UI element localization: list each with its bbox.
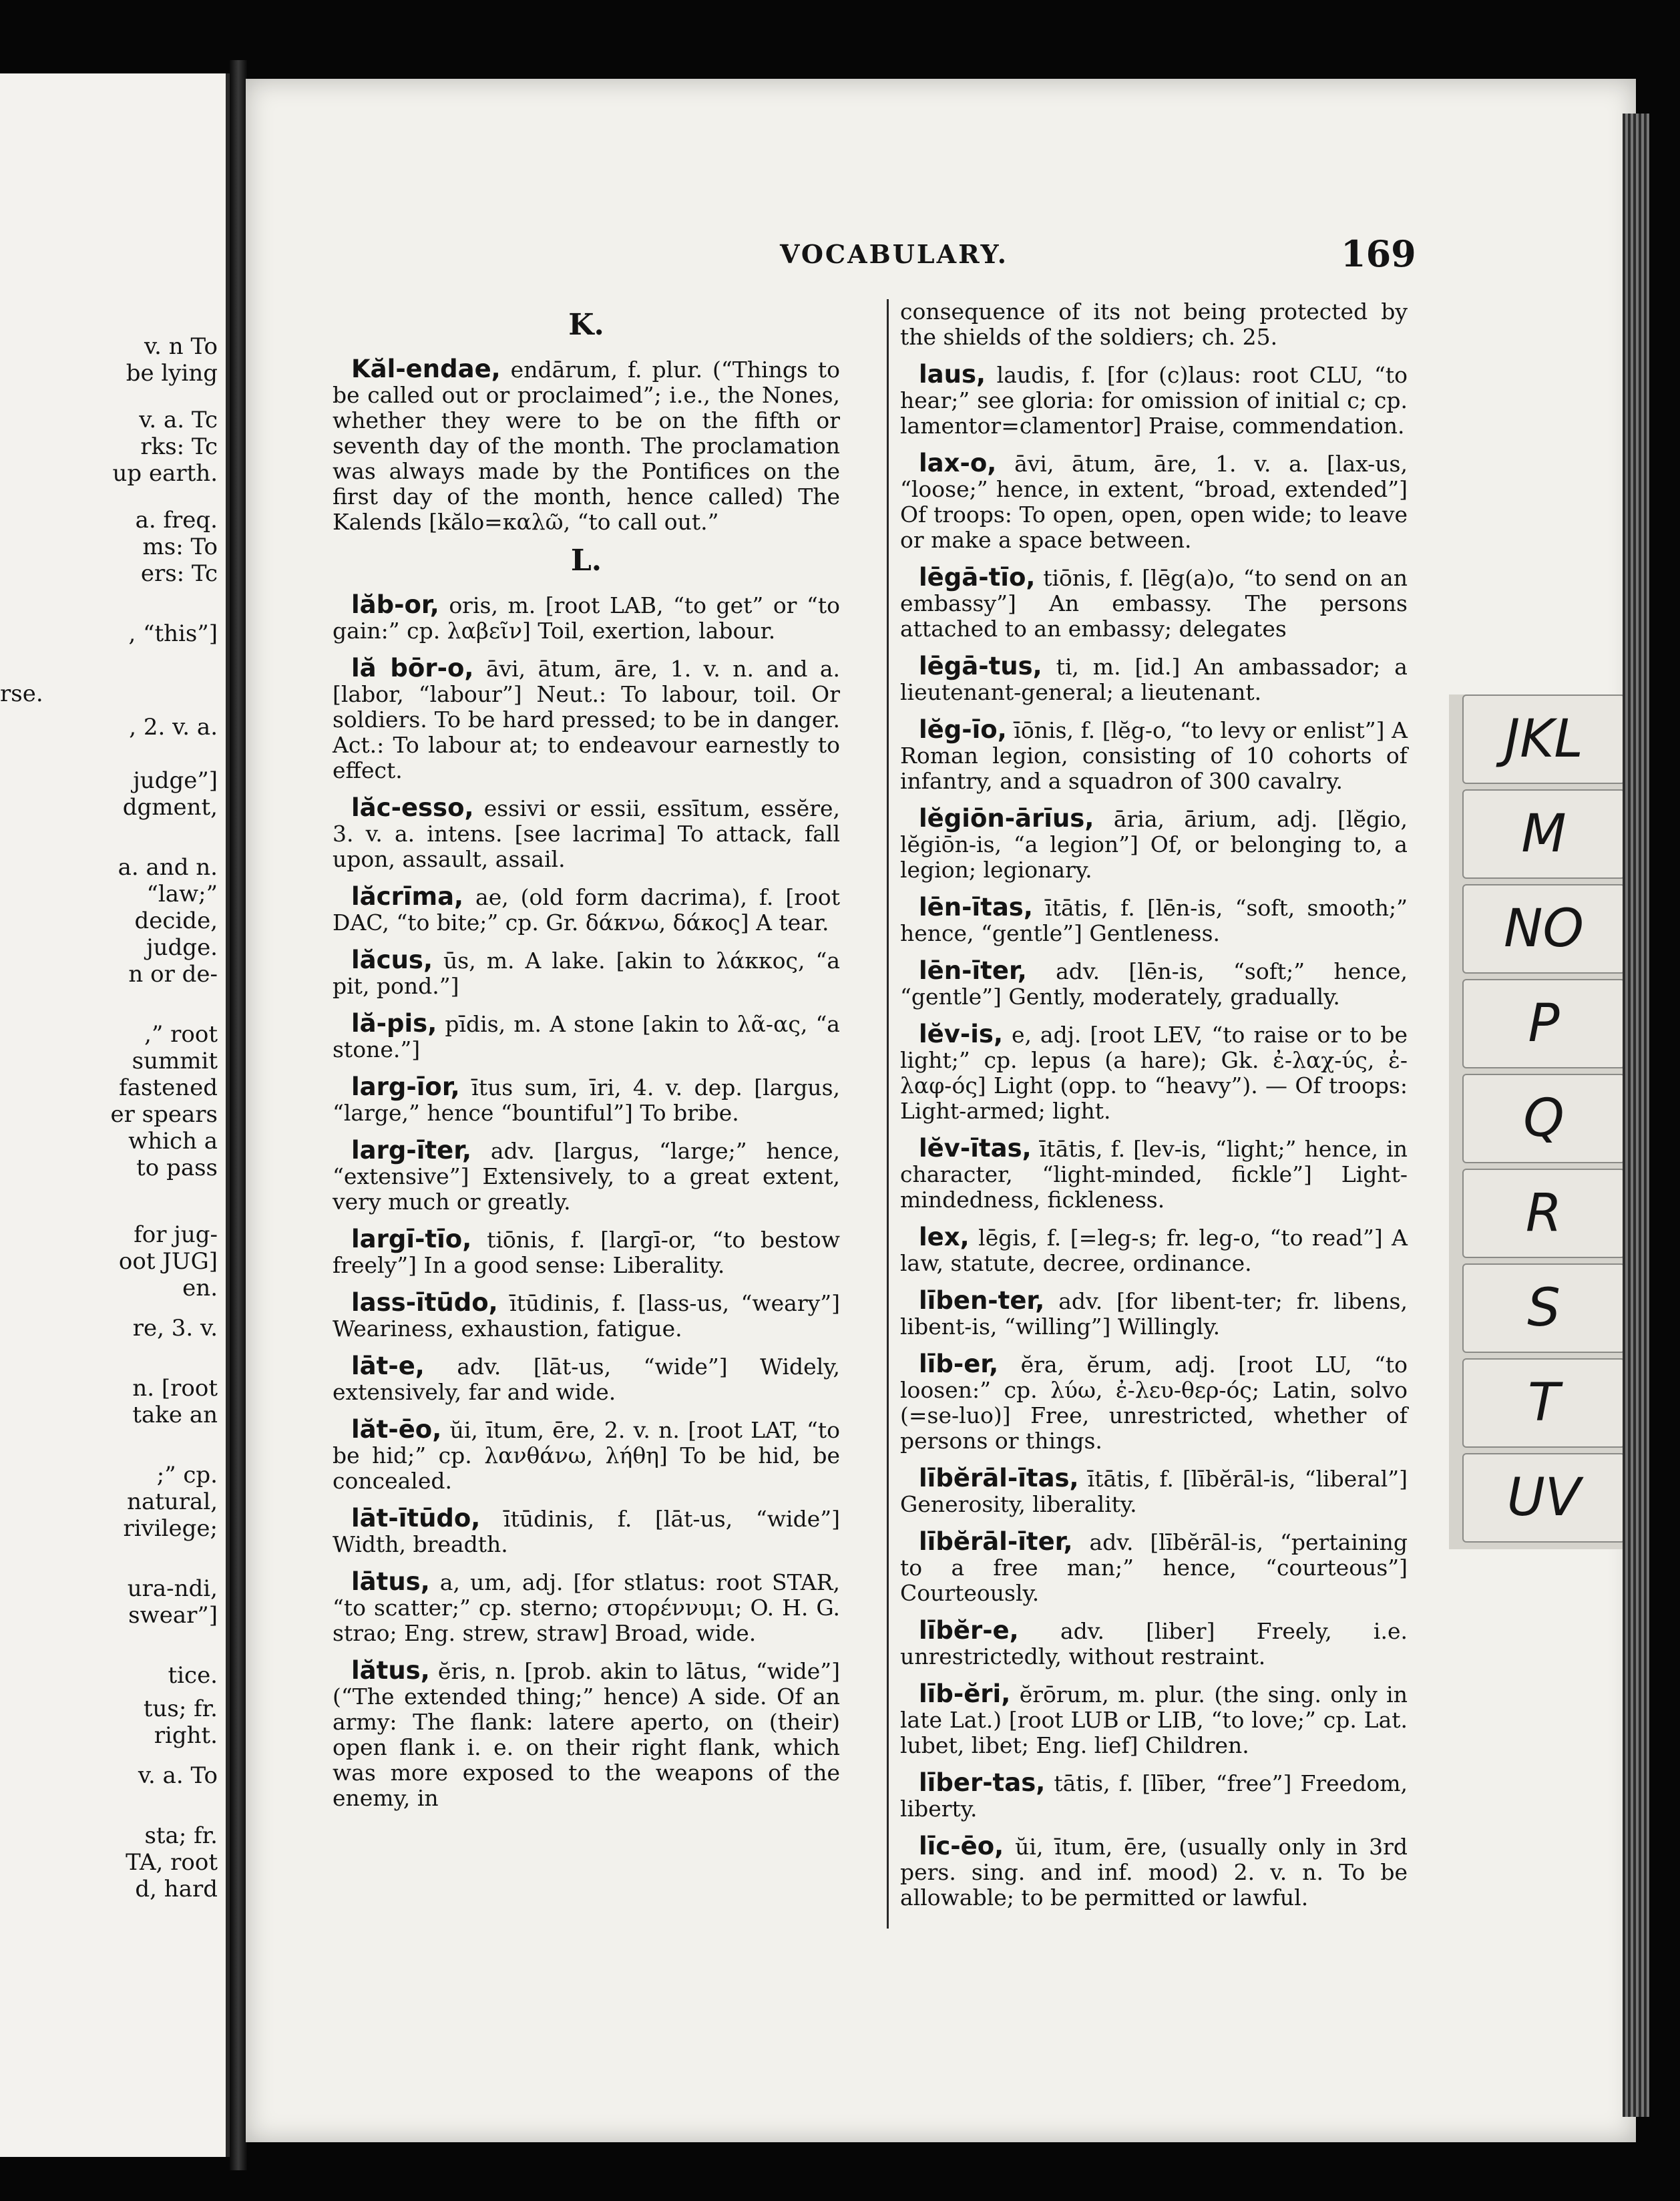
left-page-line: tus; fr. (143, 1695, 218, 1722)
left-page-line: ura-ndi, (127, 1575, 218, 1602)
headword: lax-o, (919, 449, 997, 477)
headword: lăcus, (351, 946, 433, 974)
headword: lex, (919, 1223, 970, 1251)
entry-continuation: consequence of its not being protected by the shields of the soldiers; ch. 25. (900, 298, 1408, 350)
dictionary-entry (900, 654, 1408, 705)
headword: laus, (919, 360, 986, 389)
dictionary-entry (900, 1466, 1408, 1517)
left-page-line: up earth. (112, 460, 218, 487)
definition: ītātis, f. [lībĕrāl-is, “liberal”] Generosity, liberality. (900, 1466, 1408, 1517)
left-page-line: ,” root (144, 1021, 218, 1048)
headword: lĕv-ītas, (919, 1134, 1032, 1163)
dictionary-entry (900, 1352, 1408, 1454)
headword: lĕg-īo, (919, 715, 1007, 744)
dictionary-entry (333, 656, 840, 783)
left-page-line: sta; fr. (144, 1822, 218, 1849)
right-entry-list (900, 362, 1408, 1911)
headword: līb-er, (919, 1350, 999, 1378)
dictionary-entry (333, 1658, 840, 1811)
dictionary-entry (333, 1417, 840, 1494)
left-page-line: v. a. Tc (139, 407, 218, 433)
headword: largī-tīo, (351, 1225, 472, 1253)
thumb-tab-m[interactable]: M (1462, 789, 1625, 879)
headword: līben-ter, (919, 1286, 1045, 1315)
dictionary-entry (900, 1022, 1408, 1124)
page-number: 169 (1341, 232, 1416, 275)
dictionary-entry (333, 948, 840, 999)
left-page-line: natural, (127, 1488, 218, 1515)
dictionary-entry (333, 1011, 840, 1062)
definition: ītūdinis, f. [lass-us, “weary”] Weariness, exhaustion, fatigue. (333, 1290, 840, 1342)
dictionary-page (246, 79, 1636, 2142)
headword: lass-ītūdo, (351, 1288, 498, 1317)
headword: lĕv-is, (919, 1020, 1004, 1048)
definition: lēgis, f. [=leg-s; fr. leg-o, “to read”] A law, statute, decree, ordinance. (900, 1225, 1408, 1276)
left-page-line: a. and n. (118, 854, 218, 881)
dictionary-entry (333, 884, 840, 936)
headword: lĕgiōn-ārīus, (919, 804, 1094, 833)
definition: adv. [liber] Freely, i.e. unrestrictedly, without restraint. (900, 1618, 1408, 1669)
headword: lăb-or, (351, 590, 439, 619)
definition: tātis, f. [līber, “free”] Freedom, liberty. (900, 1770, 1408, 1822)
definition: īōnis, f. [lĕg-o, “to levy or enlist”] A Roman legion, consisting of 10 cohorts of infantry, and a squadron of 300 cavalry. (900, 717, 1408, 794)
dictionary-entry (900, 1288, 1408, 1340)
headword: lēgā-tus, (919, 652, 1042, 680)
definition: tiōnis, f. [largī-or, “to bestow freely”] In a good sense: Liberality. (333, 1227, 840, 1278)
definition: ŭi, ītum, ēre, 2. v. n. [root LAT, “to be hid;” cp. λανθάνω, λήθη] To be hid, be concealed. (333, 1417, 840, 1494)
left-page-line: summit (132, 1048, 218, 1074)
thumb-tab-no[interactable]: NO (1462, 884, 1625, 974)
thumb-tab-p[interactable]: P (1462, 979, 1625, 1068)
left-page-line: right. (154, 1722, 218, 1749)
page-edge (1623, 114, 1649, 2117)
thumb-tab-s[interactable]: S (1462, 1263, 1625, 1353)
headword: lăc-esso, (351, 793, 474, 822)
definition: e, adj. [root LEV, “to raise or to be light;” cp. lepus (a hare); Gk. ἐ-λαχ-ύς, ἐ-λαφ-ός] Light (opp. to “heavy”). — Of troops: Light-armed; light. (900, 1022, 1408, 1124)
dictionary-entry (900, 895, 1408, 946)
right-column (900, 299, 1408, 1923)
headword: lāt-e, (351, 1352, 425, 1380)
left-page-line: which a (128, 1128, 218, 1155)
dictionary-entry (900, 717, 1408, 794)
left-page-line: n. [root (132, 1375, 218, 1402)
running-head: VOCABULARY. (780, 239, 1008, 269)
left-page-line: , “this”] (128, 620, 218, 647)
definition: āvi, ātum, āre, 1. v. n. and a. [labor, “labour”] Neut.: To labour, toil. Or soldiers. To be hard pressed; to be in danger. Act.: To labour at; to endeavour earnestly to effect. (333, 656, 840, 783)
left-page-line: v. a. To (138, 1762, 218, 1789)
left-page-line: judge”] (133, 767, 218, 794)
left-page-line: take an (132, 1402, 218, 1428)
dictionary-entry (333, 1138, 840, 1215)
left-page-line: v. n To (144, 333, 218, 360)
headword: larg-īor, (351, 1072, 460, 1101)
headword: lăt-ēo, (351, 1415, 442, 1444)
headword: Kăl-endae, (351, 355, 501, 383)
dictionary-entry (900, 451, 1408, 553)
page-header (246, 232, 1636, 279)
definition: oris, m. [root LAB, “to get” or “to gain:” cp. λαβεῖν] Toil, exertion, labour. (333, 592, 840, 644)
left-page-line: tice. (168, 1662, 218, 1689)
headword: līc-ēo, (919, 1832, 1004, 1860)
dictionary-entry (900, 1529, 1408, 1606)
dictionary-entry (333, 592, 840, 644)
thumb-tab-t[interactable]: T (1462, 1358, 1625, 1448)
definition: ītātis, f. [lev-is, “light;” hence, in character, “light-minded, fickle”] Light-mindedness, fickleness. (900, 1136, 1408, 1213)
left-page-line: judge. (146, 934, 218, 961)
dictionary-entry (900, 1770, 1408, 1822)
definition: ĕra, ĕrum, adj. [root LU, “to loosen:” cp. λύω, ἐ-λευ-θερ-ός; Latin, solvo (=se-luo)] Free, unrestricted, whether of persons or things. (900, 1352, 1408, 1454)
left-page-line: d, hard (135, 1876, 218, 1903)
dictionary-entry (333, 1569, 840, 1646)
definition: pīdis, m. A stone [akin to λᾶ-ας, “a stone.”] (333, 1011, 840, 1062)
book-gutter (230, 60, 247, 2170)
definition: āria, ārium, adj. [lĕgio, lĕgiōn-is, “a legion”] Of, or belonging to, a legion; legionary. (900, 806, 1408, 883)
dictionary-entry (333, 1290, 840, 1342)
definition: ūs, m. A lake. [akin to λάκκος, “a pit, pond.”] (333, 948, 840, 999)
headword: lă bōr-o, (351, 654, 474, 682)
headword: larg-īter, (351, 1136, 472, 1165)
left-entry-list (333, 592, 840, 1811)
definition: adv. [lēn-is, “soft;” hence, “gentle”] Gently, moderately, gradually. (900, 958, 1408, 1010)
dictionary-entry (900, 1136, 1408, 1213)
left-page-line: be lying (126, 360, 218, 387)
left-page-line: ms: To (142, 534, 218, 560)
definition: adv. [for libent-ter; fr. libens, libent-is, “willing”] Willingly. (900, 1288, 1408, 1340)
thumb-tab-jkl[interactable]: JKL (1462, 694, 1625, 784)
left-page-line: “law;” (146, 881, 218, 908)
definition: adv. [lībĕrāl-is, “pertaining to a free man;” hence, “courteous”] Courteously. (900, 1529, 1408, 1606)
definition: āvi, ātum, āre, 1. v. a. [lax-us, “loose;” hence, in extent, “broad, extended”] Of troops: To open, open, open wide; to leave or make a space between. (900, 451, 1408, 553)
left-page-line: swear”] (128, 1602, 218, 1629)
left-page-line: rks: Tc (140, 433, 218, 460)
entry-kalendae (333, 357, 840, 535)
left-page-line: oot JUG] (118, 1248, 218, 1275)
definition: tiōnis, f. [lēg(a)o, “to send on an embassy”] An embassy. The persons attached to an embassy; delegates (900, 565, 1408, 642)
definition: ītus sum, īri, 4. v. dep. [largus, “large,” hence “bountiful”] To bribe. (333, 1074, 840, 1126)
left-page-line: er spears (110, 1101, 218, 1128)
headword: lēgā-tīo, (919, 563, 1036, 592)
headword: lībĕrāl-ītas, (919, 1464, 1079, 1492)
left-page-line: re, 3. v. (132, 1315, 218, 1342)
definition: ĕris, n. [prob. akin to lātus, “wide”] (“The extended thing;” hence) A side. Of an army: The flank: latere aperto, on (their) open flank i. e. on their right flank, which was more exposed to the weapons of the enemy, in (333, 1658, 840, 1811)
definition: ŭi, ītum, ēre, (usually only in 3rd pers. sing. and inf. mood) 2. v. n. To be allowable; to be permitted or lawful. (900, 1834, 1408, 1911)
left-column (333, 299, 840, 1823)
headword: lăcrīma, (351, 882, 464, 911)
left-page-line: , 2. v. a. (129, 714, 218, 741)
headword: līber-tas, (919, 1768, 1046, 1797)
definition: ae, (old form dacrima), f. [root DAC, “to bite;” cp. Gr. δάκνω, δάκος] A tear. (333, 884, 840, 936)
headword: lătus, (351, 1656, 430, 1685)
dictionary-entry (900, 1834, 1408, 1911)
definition: laudis, f. [for (c)laus: root CLU, “to hear;” see gloria: for omission of initial c; cp. lamentor=clamentor] Praise, commendation. (900, 362, 1408, 439)
headword: lēn-īter, (919, 956, 1027, 985)
previous-page-strip (0, 73, 230, 2157)
left-page-line: to pass (136, 1155, 218, 1181)
left-page-line: ers: Tc (140, 560, 218, 587)
thumb-tab-uv[interactable]: UV (1462, 1453, 1625, 1543)
definition: ītātis, f. [lēn-is, “soft, smooth;” hence, “gentle”] Gentleness. (900, 895, 1408, 946)
left-page-line: ;” cp. (156, 1462, 218, 1488)
section-heading-l: L. (570, 544, 602, 578)
dictionary-entry (333, 1506, 840, 1557)
section-heading-k: K. (568, 308, 604, 342)
definition: essivi or essii, essītum, essĕre, 3. v. a. intens. [see lacrima] To attack, fall upon, assault, assail. (333, 795, 840, 872)
left-page-line: rivilege; (123, 1515, 218, 1542)
dictionary-entry (900, 1225, 1408, 1276)
left-page-line: decide, (134, 908, 218, 934)
left-page-line: en. (182, 1275, 218, 1302)
definition: adv. [largus, “large;” hence, “extensive”] Extensively, to a great extent, very much or greatly. (333, 1138, 840, 1215)
definition: ti, m. [id.] An ambassador; a lieutenant-general; a lieutenant. (900, 654, 1408, 705)
headword: lātus, (351, 1567, 430, 1596)
headword: lāt-ītūdo, (351, 1504, 481, 1533)
left-page-line: a. freq. (135, 507, 218, 534)
left-page-line: rse. (0, 680, 43, 707)
dictionary-entry (900, 1681, 1408, 1758)
left-page-line: n or de- (128, 961, 218, 988)
definition: endārum, f. plur. (“Things to be called out or proclaimed”; i.e., the Nones, whether they were to be on the fifth or seventh day of the month. The proclamation was always made by the Pontifices on the first day of the month, hence called) The Kalends [kălo=καλῶ, “to call out.” (333, 357, 840, 535)
headword: lă-pis, (351, 1009, 437, 1038)
dictionary-entry (900, 806, 1408, 883)
dictionary-entry (333, 1074, 840, 1126)
headword: līb-ĕri, (919, 1679, 1011, 1708)
definition: ītūdinis, f. [lāt-us, “wide”] Width, breadth. (333, 1506, 840, 1557)
left-page-line: for jug- (134, 1221, 218, 1248)
definition: adv. [lāt-us, “wide”] Widely, extensively, far and wide. (333, 1354, 840, 1405)
left-page-line: dgment, (122, 794, 218, 821)
definition: ĕrōrum, m. plur. (the sing. only in late Lat.) [root LUB or LIB, “to love;” cp. Lat. lubet, libet; Eng. lief] Children. (900, 1681, 1408, 1758)
left-page-line: TA, root (126, 1849, 218, 1876)
headword: lībĕr-e, (919, 1616, 1019, 1645)
column-rule (887, 299, 889, 1929)
dictionary-entry (900, 362, 1408, 439)
headword: lībĕrāl-īter, (919, 1527, 1073, 1556)
thumb-tab-q[interactable]: Q (1462, 1074, 1625, 1163)
dictionary-entry (900, 958, 1408, 1010)
thumb-tab-r[interactable]: R (1462, 1169, 1625, 1258)
thumb-index (1449, 694, 1623, 1549)
dictionary-entry (333, 1227, 840, 1278)
dictionary-entry (333, 1354, 840, 1405)
definition: a, um, adj. [for stlatus: root STAR, “to scatter;” cp. sterno; στορέννυμι; O. H. G. strao; Eng. strew, straw] Broad, wide. (333, 1569, 840, 1646)
dictionary-entry (333, 795, 840, 872)
headword: lēn-ītas, (919, 893, 1033, 922)
left-page-line: fastened (119, 1074, 218, 1101)
dictionary-entry (900, 565, 1408, 642)
dictionary-entry (900, 1618, 1408, 1669)
